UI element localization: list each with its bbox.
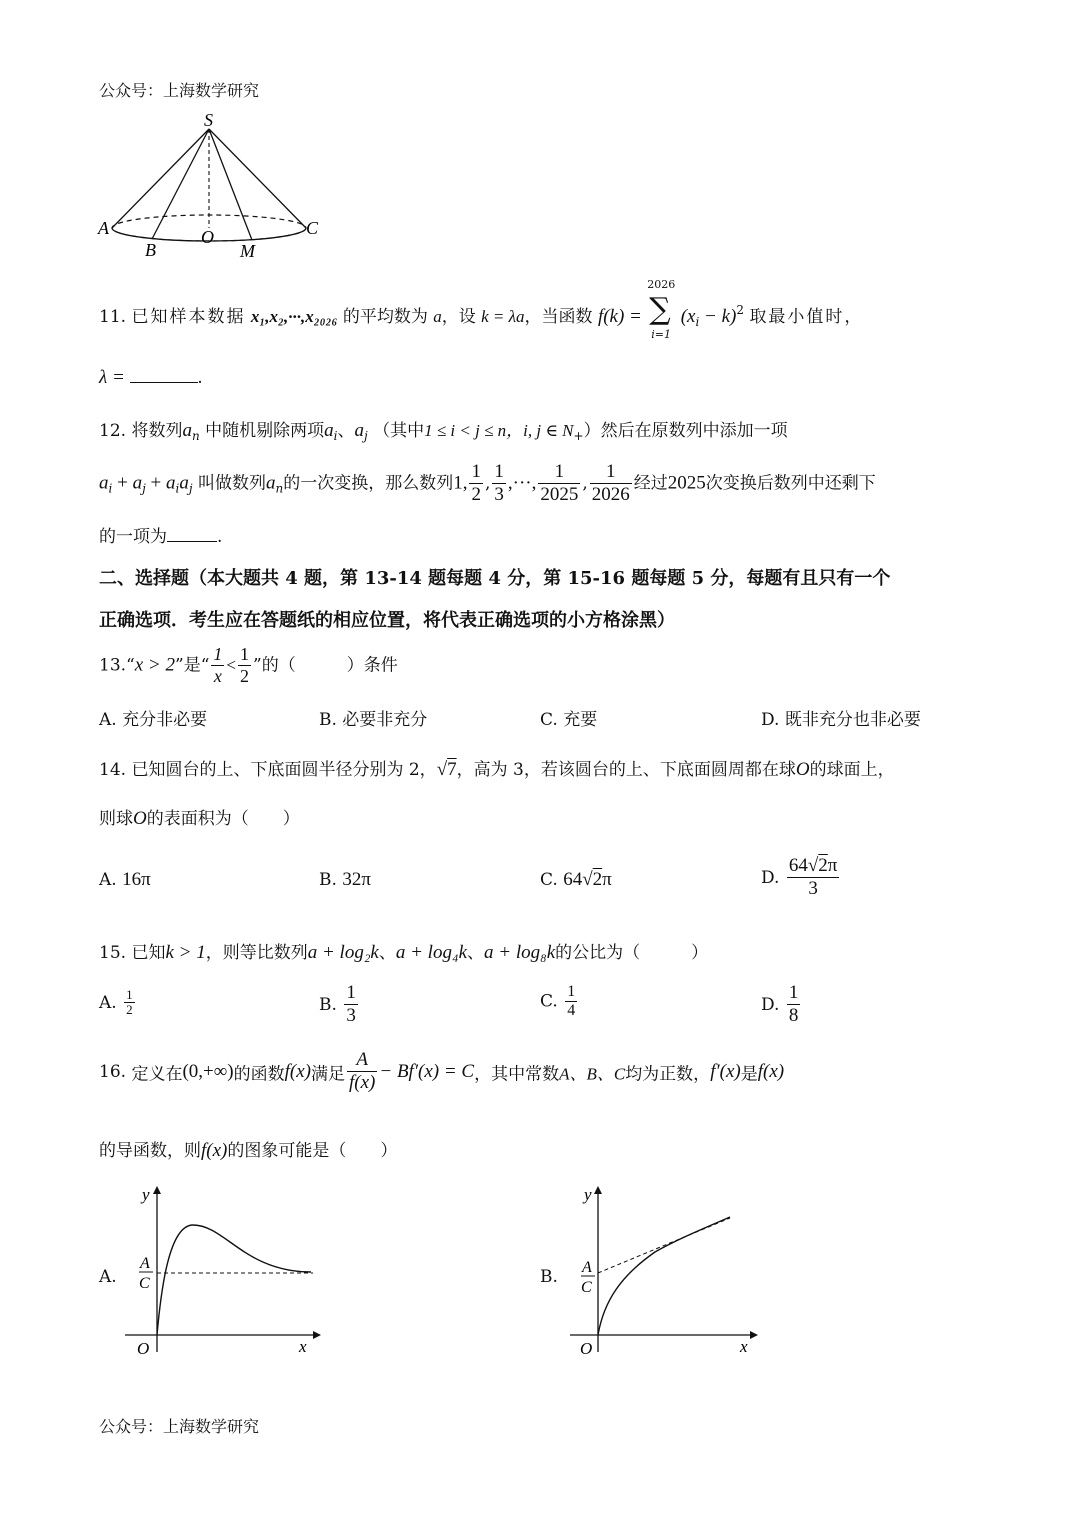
q16-graph-b[interactable] bbox=[560, 1180, 770, 1360]
section-2-line1: 二、选择题（本大题共 4 题，第 13-14 题每题 4 分，第 15-16 题每题 5 分，每题有且只有一个 bbox=[99, 568, 891, 589]
q14-option-b[interactable]: B. 32π bbox=[319, 869, 371, 890]
q16-option-a-label[interactable]: A. bbox=[99, 1267, 117, 1287]
label-c: C bbox=[306, 218, 319, 238]
label-s: S bbox=[204, 110, 213, 130]
q13-option-c[interactable]: C. 充要 bbox=[540, 710, 598, 730]
q16-option-b-label[interactable]: B. bbox=[540, 1267, 558, 1287]
header-source: 公众号：上海数学研究 bbox=[99, 81, 260, 100]
footer-source: 公众号：上海数学研究 bbox=[99, 1417, 260, 1436]
q14-option-c[interactable]: C. 64√2π bbox=[540, 869, 612, 890]
question-13: 13.“x > 2”是“ $\frac{1}{x}$ < $\frac{1}{2}$ ”的（ ）条件 bbox=[99, 644, 398, 686]
q11-sum: 2026 ∑ i=1 bbox=[647, 278, 676, 341]
svg-text:y: y bbox=[142, 1185, 150, 1204]
q14-option-a[interactable]: A. 16π bbox=[99, 869, 151, 890]
q11-answer: λ = . bbox=[99, 367, 203, 388]
q13-option-d[interactable]: D. 既非充分也非必要 bbox=[761, 710, 921, 730]
q16-graph-a[interactable] bbox=[115, 1180, 325, 1360]
section-2-line2: 正确选项．考生应在答题纸的相应位置，将代表正确选项的小方格涂黑） bbox=[99, 610, 675, 631]
question-11: 11. 已知样本数据 x₁,x₂,···,x₂₀₂₆ 的平均数为 a，设 k = λa，当函数 f(k) = 2026 ∑ i=1 $(x_i - k)^2$ 取最小值时， bbox=[99, 278, 864, 341]
q15-option-b[interactable]: B. $\frac{1}{3}$ bbox=[319, 982, 356, 1026]
q15-option-a[interactable]: A. $\frac{1}{2}$ bbox=[99, 987, 133, 1018]
question-12-line3: 的一项为 . bbox=[99, 527, 223, 547]
question-16: 16. 定义在(0,+∞)的函数f(x)满足 $\frac{A}{f(x)}$ − Bf′(x) = C，其中常数A、B、C均为正数，f′(x)是f(x) bbox=[99, 1049, 785, 1093]
q15-option-c[interactable]: C. $\frac{1}{4}$ bbox=[540, 983, 576, 1019]
q14-option-d[interactable]: D. $\frac{64√2\pi}{3}$ bbox=[761, 855, 838, 899]
question-12: 12. 将数列$a_n$ 中随机剔除两项$a_i$、$a_j$ （其中1 ≤ i < j ≤ n，i, j ∈ $N_+$）然后在原数列中添加一项 bbox=[99, 420, 788, 443]
svg-text:A: A bbox=[582, 1259, 592, 1276]
label-b: B bbox=[145, 240, 156, 260]
svg-text:C: C bbox=[581, 1279, 592, 1296]
svg-text:y: y bbox=[584, 1185, 592, 1204]
q13-option-a[interactable]: A. 充分非必要 bbox=[99, 710, 208, 730]
svg-text:C: C bbox=[139, 1275, 150, 1292]
question-14: 14. 已知圆台的上、下底面圆半径分别为 2，√7，高为 3，若该圆台的上、下底面圆周都在球O的球面上， bbox=[99, 759, 895, 780]
q11-blank[interactable] bbox=[130, 382, 198, 383]
q15-option-d[interactable]: D. $\frac{1}{8}$ bbox=[761, 982, 799, 1026]
svg-text:A: A bbox=[140, 1255, 150, 1272]
svg-text:O: O bbox=[580, 1339, 593, 1358]
question-16-line2: 的导函数，则f(x)的图象可能是（ ） bbox=[99, 1140, 398, 1161]
label-m: M bbox=[240, 241, 255, 261]
svg-text:O: O bbox=[137, 1339, 150, 1358]
label-a: A bbox=[98, 218, 109, 238]
svg-text:x: x bbox=[299, 1337, 307, 1356]
svg-text:x: x bbox=[740, 1337, 748, 1356]
q12-blank[interactable] bbox=[167, 541, 217, 542]
cone-figure bbox=[92, 108, 332, 268]
q11-data: x₁,x₂,···,x₂₀₂₆ bbox=[250, 307, 338, 326]
q11-number: 11. bbox=[99, 307, 127, 327]
question-15: 15. 已知k > 1，则等比数列a + log₂k、a + log₄k、a + log₈k的公比为（ ） bbox=[99, 942, 709, 963]
question-12-line2: $a_i + a_j + a_ia_j$ 叫做数列$a_n$的一次变换，那么数列1, $\frac{1}{2}$ , $\frac{1}{3}$ ,···, $\frac{1}{2025}$ , $\frac{1}{2026}$ 经过2025次变换后数列中还剩下 bbox=[99, 461, 876, 505]
label-o: O bbox=[201, 227, 214, 247]
question-14-line2: 则球O的表面积为（ ） bbox=[99, 808, 300, 829]
q13-option-b[interactable]: B. 必要非充分 bbox=[319, 710, 428, 730]
